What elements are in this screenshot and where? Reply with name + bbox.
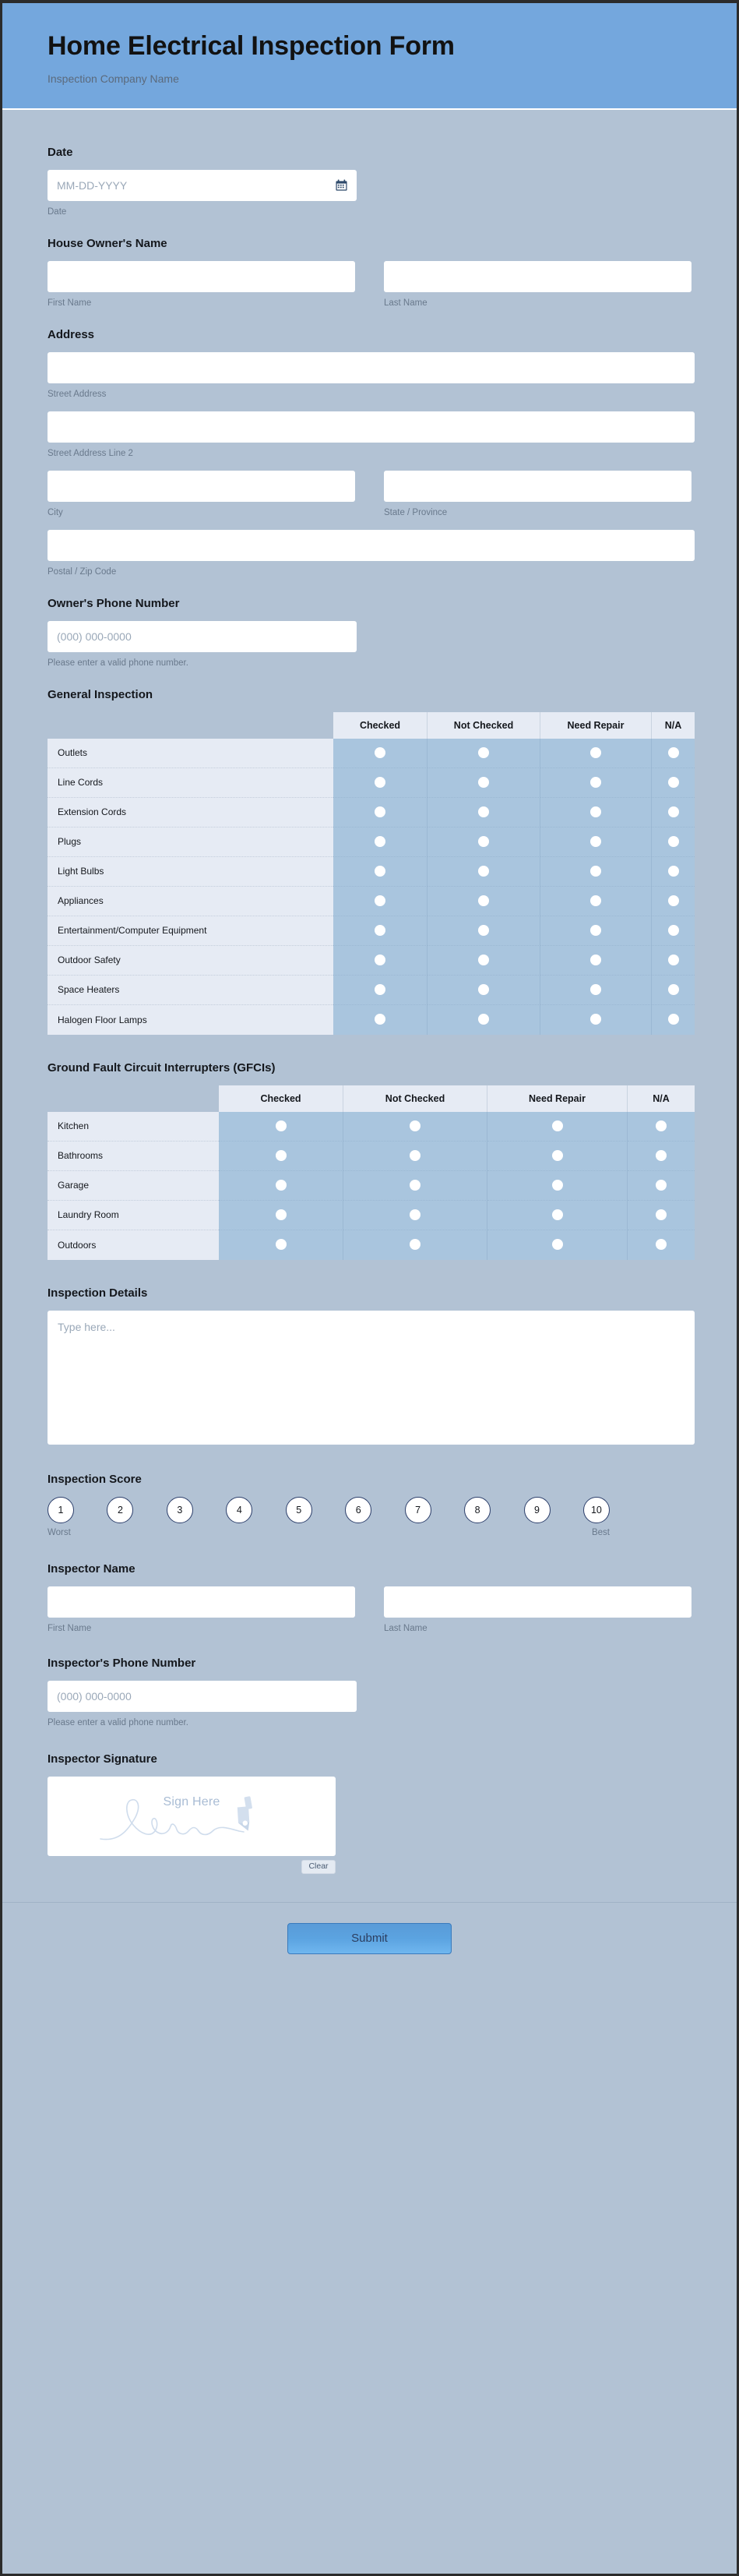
clear-signature-button[interactable]: Clear (301, 1860, 336, 1874)
gfci-column-header: Not Checked (343, 1085, 487, 1112)
form-header (2, 3, 737, 110)
general-inspection-radio-cell[interactable] (652, 827, 695, 857)
radio-button-icon[interactable] (590, 895, 601, 906)
postal-code-input[interactable] (48, 530, 695, 561)
table-row (48, 798, 695, 827)
radio-button-icon[interactable] (478, 1014, 489, 1025)
general-inspection-radio-cell[interactable] (428, 768, 540, 798)
gfci-radio-cell[interactable] (343, 1230, 487, 1260)
general-inspection-radio-cell[interactable] (540, 798, 652, 827)
general-inspection-row-label: Appliances (48, 887, 333, 916)
table-row (48, 916, 695, 946)
table-row (48, 946, 695, 976)
signature-label: Inspector Signature (48, 1752, 157, 1766)
general-inspection-head (48, 712, 695, 739)
date-field-block (48, 133, 691, 218)
gfci-column-header: N/A (628, 1085, 695, 1112)
inspector-name-label: Inspector Name (48, 1561, 135, 1576)
radio-button-icon[interactable] (375, 747, 385, 758)
radio-button-icon[interactable] (668, 866, 679, 877)
radio-button-icon[interactable] (375, 806, 385, 817)
owner-last-name-input[interactable] (384, 261, 691, 292)
general-inspection-radio-cell[interactable] (652, 768, 695, 798)
general-inspection-radio-cell[interactable] (540, 916, 652, 946)
radio-button-icon[interactable] (668, 836, 679, 847)
general-inspection-radio-cell[interactable] (333, 857, 428, 887)
city-sub: City (48, 507, 63, 517)
signature-pad[interactable] (48, 1777, 336, 1856)
inspection-details-label: Inspection Details (48, 1286, 148, 1300)
general-inspection-row-label: Outlets (48, 739, 333, 768)
general-inspection-column-header: Checked (333, 712, 428, 739)
radio-button-icon[interactable] (656, 1180, 667, 1191)
general-inspection-row-label: Light Bulbs (48, 857, 333, 887)
general-inspection-radio-cell[interactable] (333, 976, 428, 1005)
score-option-5[interactable]: 5 (286, 1497, 312, 1523)
radio-button-icon[interactable] (410, 1239, 421, 1250)
gfci-radio-cell[interactable] (219, 1171, 343, 1201)
general-inspection-column-header: Not Checked (428, 712, 540, 739)
radio-button-icon[interactable] (375, 984, 385, 995)
general-inspection-label: General Inspection (48, 687, 153, 701)
inspector-phone-label: Inspector's Phone Number (48, 1656, 196, 1670)
general-inspection-radio-cell[interactable] (428, 739, 540, 768)
radio-button-icon[interactable] (668, 955, 679, 965)
general-inspection-column-header: Need Repair (540, 712, 652, 739)
general-inspection-radio-cell[interactable] (540, 1005, 652, 1035)
radio-button-icon[interactable] (276, 1120, 287, 1131)
general-inspection-row-label: Space Heaters (48, 976, 333, 1005)
gfci-radio-cell[interactable] (487, 1142, 628, 1171)
radio-button-icon[interactable] (590, 925, 601, 936)
radio-button-icon[interactable] (656, 1239, 667, 1250)
owner-name-block (48, 224, 691, 309)
general-inspection-row-label: Outdoor Safety (48, 946, 333, 976)
inspector-first-name-input[interactable] (48, 1586, 355, 1618)
inspection-details-block (48, 1266, 691, 1445)
date-label: Date (48, 146, 73, 160)
table-row (48, 976, 695, 1005)
radio-button-icon[interactable] (375, 925, 385, 936)
radio-button-icon[interactable] (668, 984, 679, 995)
general-inspection-radio-cell[interactable] (540, 857, 652, 887)
sign-here-text: Sign Here (163, 1795, 220, 1809)
submit-button[interactable]: Submit (287, 1923, 452, 1954)
score-option-3[interactable]: 3 (167, 1497, 193, 1523)
gfci-block (48, 1041, 691, 1260)
radio-button-icon[interactable] (656, 1209, 667, 1220)
address-label: Address (48, 327, 95, 341)
form-body (2, 110, 737, 1873)
general-inspection-radio-cell[interactable] (540, 827, 652, 857)
radio-button-icon[interactable] (668, 747, 679, 758)
general-inspection-radio-cell[interactable] (428, 857, 540, 887)
general-inspection-radio-cell[interactable] (652, 739, 695, 768)
gfci-row-label: Laundry Room (48, 1201, 219, 1230)
city-input[interactable] (48, 471, 355, 502)
general-inspection-radio-cell[interactable] (428, 916, 540, 946)
owner-phone-label: Owner's Phone Number (48, 596, 180, 610)
score-option-8[interactable]: 8 (464, 1497, 491, 1523)
gfci-radio-cell[interactable] (487, 1230, 628, 1260)
owner-first-name-group (48, 261, 355, 309)
general-inspection-radio-cell[interactable] (652, 1005, 695, 1035)
general-inspection-matrix (48, 712, 695, 1035)
gfci-radio-cell[interactable] (343, 1201, 487, 1230)
general-inspection-radio-cell[interactable] (652, 916, 695, 946)
radio-button-icon[interactable] (668, 895, 679, 906)
inspector-last-name-group (384, 1586, 691, 1635)
table-row (48, 1230, 695, 1260)
general-inspection-radio-cell[interactable] (333, 739, 428, 768)
general-inspection-row-label: Line Cords (48, 768, 333, 798)
general-inspection-radio-cell[interactable] (652, 798, 695, 827)
state-province-input[interactable] (384, 471, 691, 502)
radio-button-icon[interactable] (478, 866, 489, 877)
street-address-sub: Street Address (48, 389, 107, 399)
general-inspection-row-label: Entertainment/Computer Equipment (48, 916, 333, 946)
radio-button-icon[interactable] (276, 1180, 287, 1191)
gfci-matrix (48, 1085, 695, 1260)
inspector-last-name-sub: Last Name (384, 1623, 428, 1633)
table-row (48, 827, 695, 857)
gfci-radio-cell[interactable] (628, 1112, 695, 1142)
inspector-phone-sub: Please enter a valid phone number. (48, 1717, 188, 1727)
table-row (48, 768, 695, 798)
owner-name-label: House Owner's Name (48, 237, 167, 251)
table-row (48, 1201, 695, 1230)
form-footer (2, 1902, 737, 1981)
general-inspection-radio-cell[interactable] (540, 946, 652, 976)
gfci-radio-cell[interactable] (219, 1112, 343, 1142)
radio-button-icon[interactable] (590, 836, 601, 847)
date-input-wrap (48, 170, 357, 201)
general-inspection-radio-cell[interactable] (333, 887, 428, 916)
radio-button-icon[interactable] (478, 836, 489, 847)
radio-button-icon[interactable] (478, 895, 489, 906)
inspector-phone-input[interactable] (48, 1681, 357, 1712)
table-row (48, 1142, 695, 1171)
radio-button-icon[interactable] (590, 984, 601, 995)
pen-nib-icon (229, 1794, 265, 1833)
owner-phone-block (48, 584, 691, 669)
general-inspection-radio-cell[interactable] (333, 827, 428, 857)
score-option-9[interactable]: 9 (524, 1497, 551, 1523)
street-address-2-input[interactable] (48, 411, 695, 443)
radio-button-icon[interactable] (276, 1150, 287, 1161)
general-inspection-radio-cell[interactable] (428, 798, 540, 827)
radio-button-icon[interactable] (410, 1150, 421, 1161)
radio-button-icon[interactable] (375, 955, 385, 965)
matrix-corner-cell (48, 712, 333, 739)
general-inspection-radio-cell[interactable] (333, 1005, 428, 1035)
radio-button-icon[interactable] (478, 955, 489, 965)
score-low-label: Worst (48, 1527, 71, 1537)
owner-last-name-sub: Last Name (384, 298, 428, 309)
owner-first-name-sub: First Name (48, 298, 92, 309)
general-inspection-block (48, 676, 691, 1035)
signature-block (48, 1735, 691, 1874)
general-inspection-radio-cell[interactable] (428, 1005, 540, 1035)
radio-button-icon[interactable] (668, 777, 679, 788)
score-option-1[interactable]: 1 (48, 1497, 74, 1523)
gfci-row-label: Garage (48, 1171, 219, 1201)
radio-button-icon[interactable] (552, 1239, 563, 1250)
general-inspection-row-label: Extension Cords (48, 798, 333, 827)
gfci-radio-cell[interactable] (628, 1230, 695, 1260)
gfci-radio-cell[interactable] (343, 1171, 487, 1201)
score-option-7[interactable]: 7 (405, 1497, 431, 1523)
gfci-radio-cell[interactable] (219, 1201, 343, 1230)
date-input[interactable] (48, 170, 357, 201)
street-address-2-sub: Street Address Line 2 (48, 448, 133, 458)
table-row (48, 739, 695, 768)
gfci-row-label: Outdoors (48, 1230, 219, 1260)
street-address-input[interactable] (48, 352, 695, 383)
inspector-phone-block (48, 1641, 691, 1729)
general-inspection-radio-cell[interactable] (333, 916, 428, 946)
state-province-sub: State / Province (384, 507, 448, 517)
score-option-2[interactable]: 2 (107, 1497, 133, 1523)
radio-button-icon[interactable] (668, 1014, 679, 1025)
inspection-score-label: Inspection Score (48, 1472, 142, 1486)
radio-button-icon[interactable] (668, 925, 679, 936)
radio-button-icon[interactable] (276, 1209, 287, 1220)
general-inspection-column-header: N/A (652, 712, 695, 739)
table-row (48, 1005, 695, 1035)
radio-button-icon[interactable] (590, 955, 601, 965)
general-inspection-radio-cell[interactable] (540, 887, 652, 916)
signature-flourish-icon (48, 1777, 336, 1856)
radio-button-icon[interactable] (552, 1180, 563, 1191)
gfci-column-header: Checked (219, 1085, 343, 1112)
table-row (48, 857, 695, 887)
general-inspection-radio-cell[interactable] (333, 946, 428, 976)
owner-last-name-group (384, 261, 691, 309)
radio-button-icon[interactable] (276, 1239, 287, 1250)
radio-button-icon[interactable] (375, 866, 385, 877)
inspection-details-textarea[interactable] (48, 1311, 695, 1445)
radio-button-icon[interactable] (478, 747, 489, 758)
gfci-radio-cell[interactable] (487, 1201, 628, 1230)
radio-button-icon[interactable] (656, 1150, 667, 1161)
company-subtitle: Inspection Company Name (48, 72, 179, 86)
radio-button-icon[interactable] (552, 1209, 563, 1220)
general-inspection-radio-cell[interactable] (652, 887, 695, 916)
owner-phone-sub: Please enter a valid phone number. (48, 658, 188, 668)
state-group (384, 471, 691, 519)
general-inspection-radio-cell[interactable] (652, 976, 695, 1005)
radio-button-icon[interactable] (478, 806, 489, 817)
general-inspection-radio-cell[interactable] (428, 887, 540, 916)
radio-button-icon[interactable] (410, 1120, 421, 1131)
radio-button-icon[interactable] (478, 984, 489, 995)
score-high-label: Best (591, 1527, 610, 1537)
radio-button-icon[interactable] (590, 777, 601, 788)
gfci-body (48, 1112, 695, 1260)
gfci-radio-cell[interactable] (343, 1112, 487, 1142)
date-sub-label: Date (48, 207, 67, 217)
radio-button-icon[interactable] (375, 836, 385, 847)
gfci-head (48, 1085, 695, 1112)
radio-button-icon[interactable] (375, 1014, 385, 1025)
gfci-radio-cell[interactable] (219, 1230, 343, 1260)
general-inspection-row-label: Halogen Floor Lamps (48, 1005, 333, 1035)
radio-button-icon[interactable] (478, 925, 489, 936)
matrix-corner-cell (48, 1085, 219, 1112)
general-inspection-row-label: Plugs (48, 827, 333, 857)
general-inspection-radio-cell[interactable] (428, 827, 540, 857)
owner-phone-input[interactable] (48, 621, 357, 652)
radio-button-icon[interactable] (656, 1120, 667, 1131)
radio-button-icon[interactable] (590, 866, 601, 877)
gfci-radio-cell[interactable] (628, 1142, 695, 1171)
general-inspection-radio-cell[interactable] (333, 768, 428, 798)
radio-button-icon[interactable] (590, 806, 601, 817)
gfci-radio-cell[interactable] (487, 1171, 628, 1201)
gfci-row-label: Bathrooms (48, 1142, 219, 1171)
table-row (48, 1171, 695, 1201)
owner-first-name-input[interactable] (48, 261, 355, 292)
general-inspection-radio-cell[interactable] (428, 946, 540, 976)
radio-button-icon[interactable] (668, 806, 679, 817)
gfci-label: Ground Fault Circuit Interrupters (GFCIs) (48, 1060, 276, 1075)
score-option-6[interactable]: 6 (345, 1497, 371, 1523)
gfci-column-header: Need Repair (487, 1085, 628, 1112)
gfci-radio-cell[interactable] (487, 1112, 628, 1142)
page-title: Home Electrical Inspection Form (48, 31, 455, 61)
general-inspection-radio-cell[interactable] (428, 976, 540, 1005)
general-inspection-radio-cell[interactable] (333, 798, 428, 827)
general-inspection-radio-cell[interactable] (540, 739, 652, 768)
inspection-score-block (48, 1451, 691, 1537)
inspection-score-scale (48, 1497, 610, 1523)
radio-button-icon[interactable] (478, 777, 489, 788)
radio-button-icon[interactable] (552, 1150, 563, 1161)
general-inspection-radio-cell[interactable] (652, 857, 695, 887)
general-inspection-radio-cell[interactable] (540, 976, 652, 1005)
score-option-4[interactable]: 4 (226, 1497, 252, 1523)
inspector-name-block (48, 1544, 691, 1635)
radio-button-icon[interactable] (375, 895, 385, 906)
score-option-10[interactable]: 10 (583, 1497, 610, 1523)
gfci-radio-cell[interactable] (628, 1171, 695, 1201)
general-inspection-body (48, 739, 695, 1035)
address-block (48, 316, 691, 578)
gfci-radio-cell[interactable] (343, 1142, 487, 1171)
radio-button-icon[interactable] (552, 1120, 563, 1131)
general-inspection-radio-cell[interactable] (652, 946, 695, 976)
table-row (48, 887, 695, 916)
radio-button-icon[interactable] (410, 1209, 421, 1220)
inspection-score-endpoints (48, 1528, 610, 1537)
radio-button-icon[interactable] (590, 1014, 601, 1025)
gfci-row-label: Kitchen (48, 1112, 219, 1142)
gfci-radio-cell[interactable] (628, 1201, 695, 1230)
general-inspection-radio-cell[interactable] (540, 768, 652, 798)
radio-button-icon[interactable] (375, 777, 385, 788)
inspector-first-name-sub: First Name (48, 1623, 92, 1633)
radio-button-icon[interactable] (590, 747, 601, 758)
postal-code-sub: Postal / Zip Code (48, 566, 117, 577)
inspector-last-name-input[interactable] (384, 1586, 691, 1618)
city-group (48, 471, 355, 519)
table-row (48, 1112, 695, 1142)
radio-button-icon[interactable] (410, 1180, 421, 1191)
inspector-first-name-group (48, 1586, 355, 1635)
gfci-radio-cell[interactable] (219, 1142, 343, 1171)
